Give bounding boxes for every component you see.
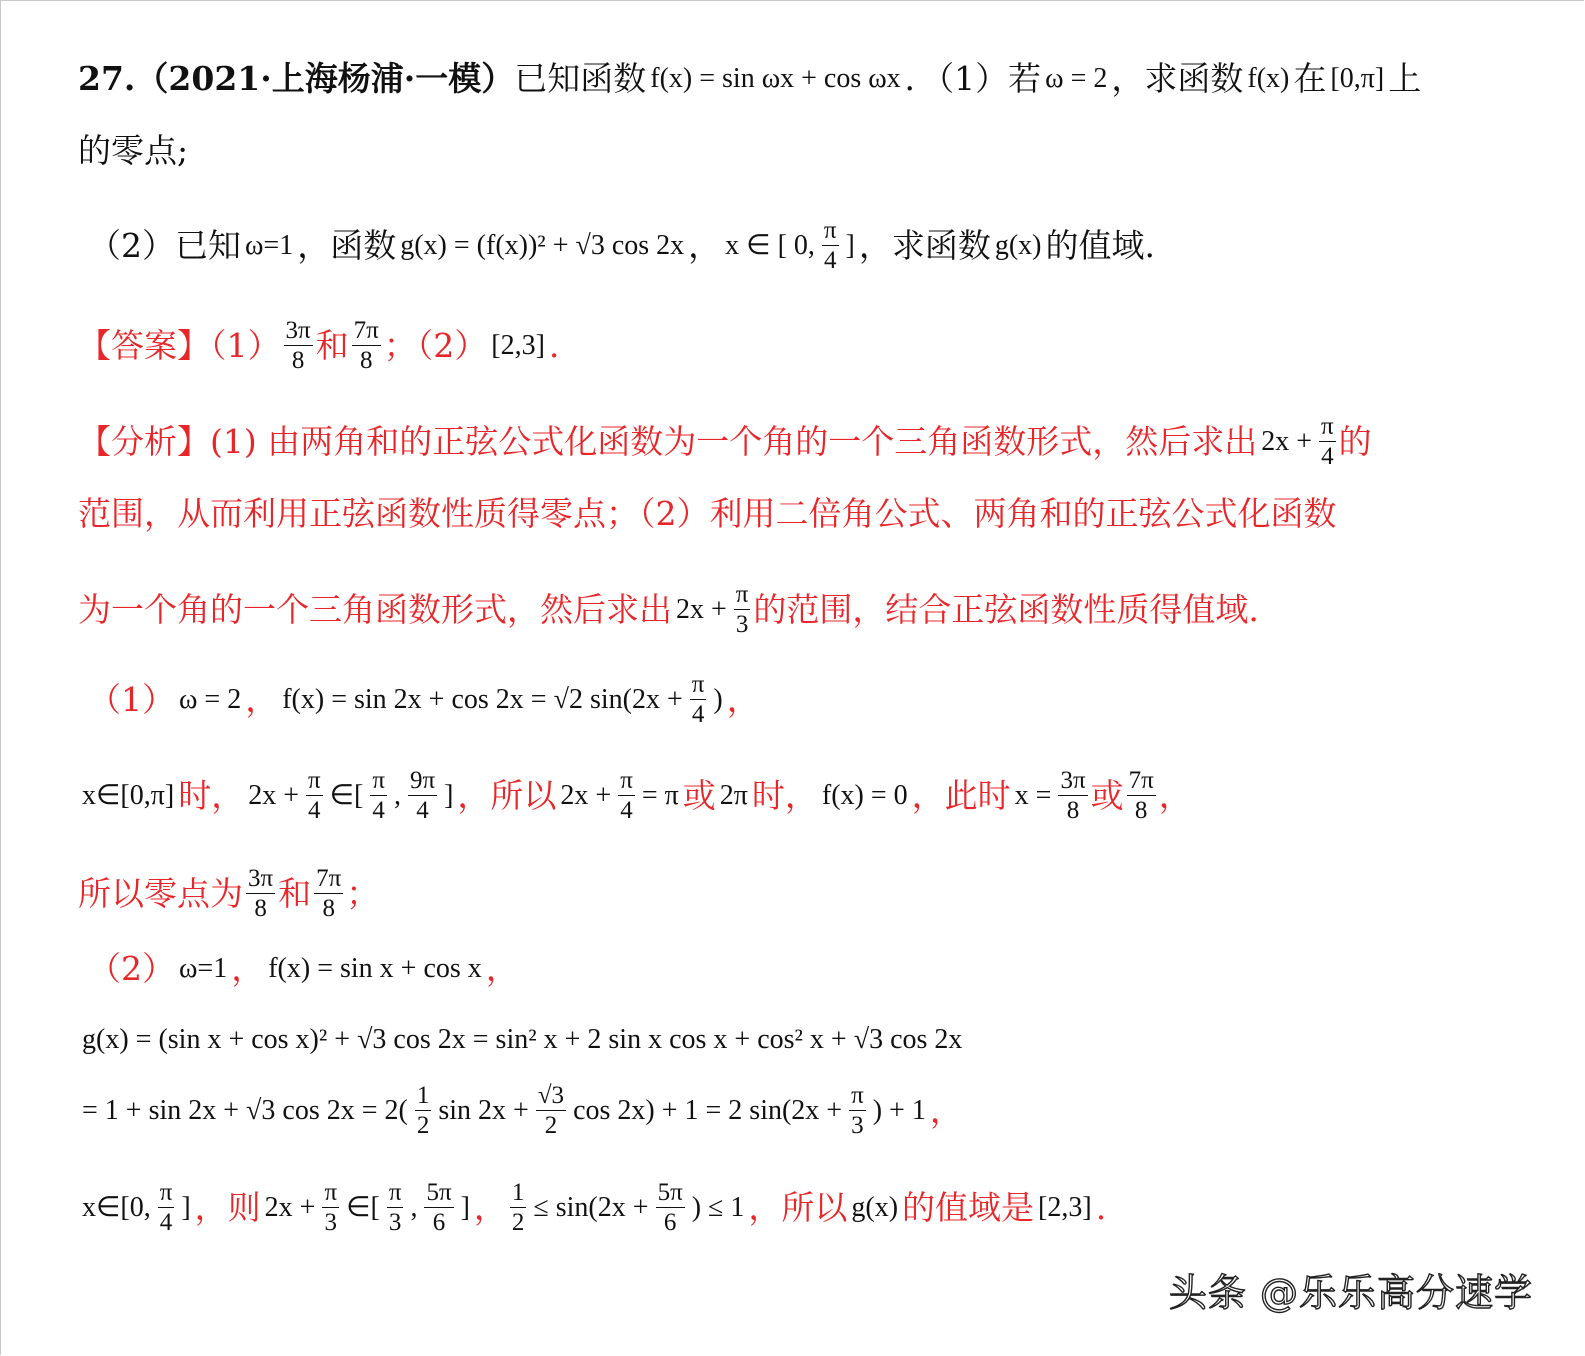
fraction-denominator: 4 xyxy=(308,797,321,824)
math-expression: ] xyxy=(444,779,454,811)
fraction-denominator: 3 xyxy=(735,611,749,638)
math-expression: ] xyxy=(181,1191,191,1223)
fraction-numerator: 1 xyxy=(511,1179,525,1206)
answer-line xyxy=(78,318,559,373)
text-segment: ，所以 xyxy=(457,776,557,815)
fraction-denominator: 6 xyxy=(663,1209,677,1236)
fraction-denominator: 4 xyxy=(416,797,429,824)
text-segment: 的值域是 xyxy=(902,1188,1035,1227)
math-expression: g(x) xyxy=(851,1191,899,1223)
question-line-3 xyxy=(88,218,1155,273)
fraction-numerator: π xyxy=(324,1179,338,1206)
math-expression: x = xyxy=(1014,779,1052,811)
fraction-denominator: 8 xyxy=(254,895,267,922)
math-expression: , xyxy=(393,779,401,811)
fraction xyxy=(656,1180,685,1235)
fraction-denominator: 2 xyxy=(544,1112,558,1139)
math-expression: f(x) xyxy=(1247,62,1290,94)
math-expression: ) + 1 xyxy=(872,1094,926,1126)
text-segment: 的零点; xyxy=(78,131,189,170)
fraction xyxy=(1127,768,1156,823)
fraction-numerator: 5π xyxy=(426,1179,452,1206)
text-segment: 和 xyxy=(278,874,312,913)
fraction xyxy=(690,672,707,727)
math-expression: f(x) = 0 xyxy=(821,779,908,811)
math-expression: ω = 2 xyxy=(1045,62,1108,94)
text-segment: . xyxy=(1095,1188,1107,1227)
fraction xyxy=(510,1180,527,1235)
text-segment: 或 xyxy=(682,776,716,815)
fraction-denominator: 2 xyxy=(511,1209,525,1236)
fraction-numerator: π xyxy=(735,581,749,608)
math-expression: ] xyxy=(460,1191,470,1223)
text-segment: （2） xyxy=(88,949,175,988)
question-line-1 xyxy=(78,59,1422,98)
fraction-numerator: π xyxy=(388,1179,402,1206)
fraction-numerator: π xyxy=(159,1179,173,1206)
fraction-numerator: π xyxy=(823,217,837,244)
analysis-line-3 xyxy=(78,582,1259,637)
fraction-numerator: √3 xyxy=(537,1082,565,1109)
text-segment: 的范围，结合正弦函数性质得值域. xyxy=(753,590,1259,629)
fraction-numerator: π xyxy=(307,767,321,794)
text-segment: ， xyxy=(473,1188,507,1227)
text-segment: ， xyxy=(1158,776,1192,815)
math-expression: x ∈ [ 0, xyxy=(725,229,815,261)
math-expression: ω = 2 xyxy=(179,683,242,715)
fraction-numerator: π xyxy=(372,767,385,794)
math-expression: x∈[0,π] xyxy=(82,779,175,811)
text-segment: 和 xyxy=(315,326,349,365)
text-segment: 的 xyxy=(1338,422,1372,461)
text-segment: ， xyxy=(929,1091,963,1130)
fraction-numerator: π xyxy=(851,1082,864,1109)
text-segment: . xyxy=(548,326,560,365)
text-segment: 上 xyxy=(1388,59,1422,98)
fraction xyxy=(408,768,437,823)
fraction xyxy=(246,866,275,921)
math-expression: ∈[ xyxy=(346,1191,380,1223)
math-expression: 2x + xyxy=(1261,425,1313,457)
fraction xyxy=(314,866,343,921)
text-segment: 在 xyxy=(1293,59,1327,98)
fraction-denominator: 4 xyxy=(1321,443,1334,470)
fraction-numerator: 7π xyxy=(1128,767,1154,794)
math-expression: ) ≤ 1 xyxy=(691,1191,745,1223)
text-segment: ，所以 xyxy=(748,1188,848,1227)
fraction-numerator: π xyxy=(620,767,633,794)
math-expression: ≤ sin(2x + xyxy=(533,1191,649,1223)
fraction-denominator: 4 xyxy=(691,701,705,728)
fraction-denominator: 4 xyxy=(823,247,837,274)
fraction xyxy=(158,1180,175,1235)
fraction-denominator: 8 xyxy=(1134,797,1148,824)
fraction-denominator: 2 xyxy=(416,1112,430,1139)
fraction-denominator: 8 xyxy=(359,347,373,374)
analysis-line-2 xyxy=(78,494,1337,533)
fraction xyxy=(322,1180,339,1235)
fraction xyxy=(1319,414,1336,469)
fraction xyxy=(370,768,387,823)
text-segment: 的值域. xyxy=(1045,226,1155,265)
fraction xyxy=(415,1083,432,1138)
math-expression: f(x) = sin ωx + cos ωx xyxy=(650,62,901,94)
fraction xyxy=(618,768,635,823)
math-expression: [0,π] xyxy=(1330,62,1385,94)
text-segment: 或 xyxy=(1090,776,1124,815)
solution-part2-line1 xyxy=(88,949,519,988)
fraction-denominator: 3 xyxy=(324,1209,338,1236)
math-expression: g(x) = (sin x + cos x)² + √3 cos 2x = sin² x + 2 sin x cos x + cos² x + √3 cos 2x xyxy=(82,1024,963,1055)
text-segment: （2）已知 xyxy=(88,226,241,265)
math-expression: g(x) = (f(x))² + √3 cos 2x xyxy=(400,229,685,261)
fraction xyxy=(734,582,751,637)
fraction-numerator: 7π xyxy=(316,865,342,892)
text-segment: 时， xyxy=(178,776,245,815)
fraction-denominator: 4 xyxy=(372,797,385,824)
text-segment: ；（2） xyxy=(383,326,488,365)
fraction xyxy=(352,318,381,373)
fraction-numerator: 3π xyxy=(248,865,274,892)
math-expression: g(x) xyxy=(994,229,1042,261)
watermark: 头条 @乐乐高分速学 xyxy=(1168,1271,1533,1315)
fraction xyxy=(284,318,313,373)
math-expression: [2,3] xyxy=(1038,1191,1092,1223)
text-segment: 为一个角的一个三角函数形式，然后求出 xyxy=(78,590,672,629)
text-segment: ； xyxy=(346,874,380,913)
text-segment: 时， xyxy=(751,776,818,815)
math-expression: x∈[0, xyxy=(82,1191,151,1223)
math-expression: = π xyxy=(641,779,679,811)
fraction xyxy=(536,1083,566,1138)
fraction xyxy=(306,768,323,823)
text-segment: ， xyxy=(231,949,265,988)
fraction-denominator: 8 xyxy=(291,347,305,374)
fraction-numerator: 9π xyxy=(409,767,436,794)
fraction-denominator: 3 xyxy=(388,1209,402,1236)
math-expression: ) xyxy=(713,683,723,715)
analysis-line-1 xyxy=(78,414,1372,469)
fraction xyxy=(424,1180,453,1235)
text-segment: ．（1）若 xyxy=(904,59,1042,98)
fraction-numerator: 1 xyxy=(416,1082,430,1109)
text-segment: 所以零点为 xyxy=(78,874,243,913)
solution-part1-conclusion xyxy=(78,866,379,921)
text-segment: ，求函数 xyxy=(1111,59,1244,98)
fraction xyxy=(1058,768,1087,823)
solution-part1-line2 xyxy=(78,768,1192,823)
text-segment: 范围，从而利用正弦函数性质得零点；（2）利用二倍角公式、两角和的正弦公式化函数 xyxy=(78,494,1337,533)
math-expression: 2x + xyxy=(264,1191,316,1223)
text-segment: ，求函数 xyxy=(858,226,991,265)
text-segment: ， xyxy=(688,226,722,265)
solution-part2-line2 xyxy=(78,1026,966,1054)
math-expression: f(x) = sin 2x + cos 2x = √2 sin(2x + xyxy=(282,683,683,715)
fraction-denominator: 8 xyxy=(322,895,335,922)
math-expression: [2,3] xyxy=(491,329,545,361)
fraction-numerator: 5π xyxy=(657,1179,683,1206)
text-segment: 【分析】(1) 由两角和的正弦公式化函数为一个角的一个三角函数形式，然后求出 xyxy=(78,422,1258,461)
fraction-denominator: 4 xyxy=(159,1209,173,1236)
text-segment: ，则 xyxy=(194,1188,261,1227)
math-expression: 2π xyxy=(719,779,748,811)
fraction xyxy=(822,218,839,273)
math-expression: ] xyxy=(845,229,855,261)
text-segment: ， xyxy=(245,680,279,719)
text-segment: 【答案】（1） xyxy=(78,326,281,365)
math-expression: , xyxy=(410,1191,418,1223)
math-expression: cos 2x) + 1 = 2 sin(2x + xyxy=(573,1094,843,1126)
math-expression: ω=1 xyxy=(179,952,228,984)
text-segment: ， xyxy=(726,680,760,719)
math-expression: 2x + xyxy=(248,779,299,811)
math-expression: f(x) = sin x + cos x xyxy=(268,952,482,984)
solution-part2-line3 xyxy=(78,1083,963,1138)
fraction-denominator: 6 xyxy=(432,1209,446,1236)
fraction-numerator: π xyxy=(1321,413,1334,440)
fraction-denominator: 3 xyxy=(851,1112,864,1139)
solution-part2-conclusion xyxy=(78,1180,1106,1235)
text-segment: 27.（2021·上海杨浦·一模） xyxy=(78,59,515,98)
solution-part1-line1 xyxy=(88,672,760,727)
math-expression: = 1 + sin 2x + √3 cos 2x = 2( xyxy=(82,1094,408,1126)
fraction-numerator: 3π xyxy=(1060,767,1086,794)
math-expression: sin 2x + xyxy=(438,1094,529,1126)
text-segment: ，此时 xyxy=(911,776,1011,815)
math-expression: ∈[ xyxy=(329,779,364,811)
text-segment: ， xyxy=(485,949,519,988)
math-expression: ω=1 xyxy=(245,229,294,261)
text-segment: 已知函数 xyxy=(514,59,647,98)
fraction xyxy=(849,1083,866,1138)
fraction xyxy=(387,1180,404,1235)
fraction-denominator: 8 xyxy=(1066,797,1080,824)
text-segment: （1） xyxy=(88,680,175,719)
text-segment: ，函数 xyxy=(297,226,397,265)
math-expression: 2x + xyxy=(560,779,612,811)
fraction-denominator: 4 xyxy=(620,797,633,824)
fraction-numerator: 7π xyxy=(353,317,379,344)
fraction-numerator: 3π xyxy=(285,317,311,344)
math-expression: 2x + xyxy=(676,593,727,625)
question-line-2 xyxy=(78,131,189,170)
fraction-numerator: π xyxy=(691,671,705,698)
